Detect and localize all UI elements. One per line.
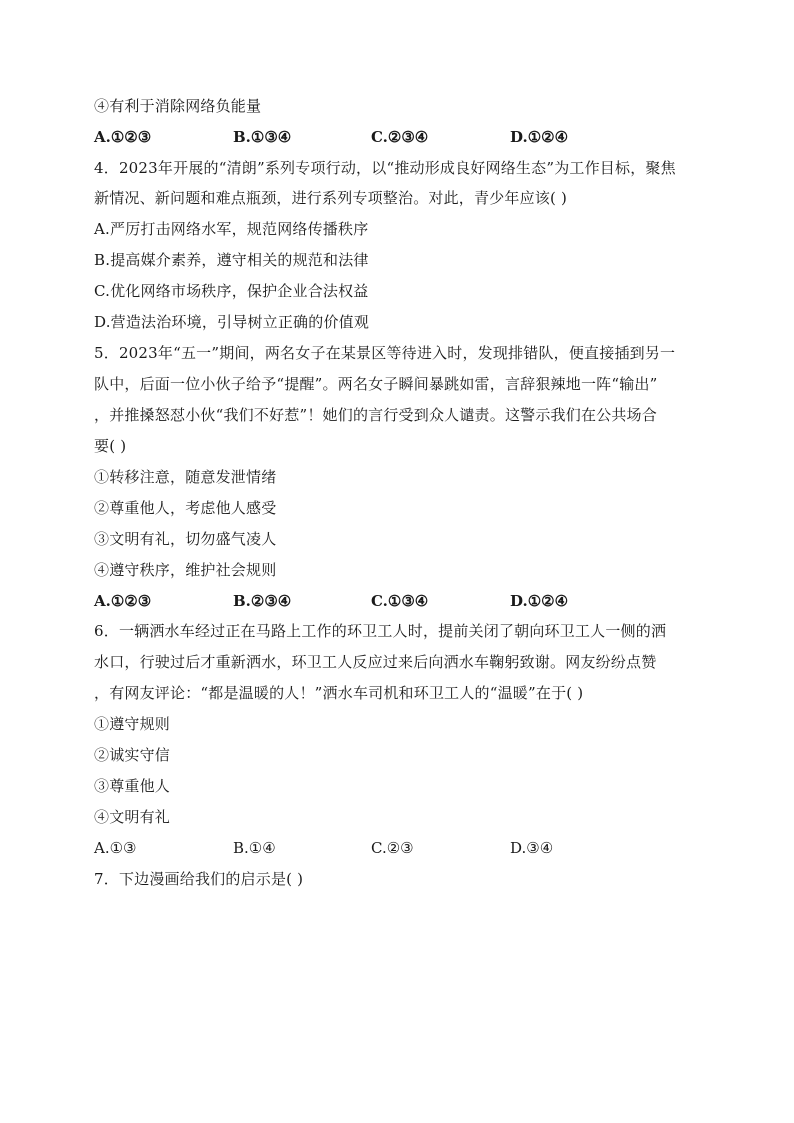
q6-option-d: D.③④ xyxy=(510,839,554,857)
q6-item-1: ①遵守规则 xyxy=(94,715,171,733)
prev-item-4: ④有利于消除网络负能量 xyxy=(94,97,262,115)
q5-stem-line-3: ，并推搡怒怼小伙“我们不好惹”！她们的言行受到众人谴责。这警示我们在公共场合 xyxy=(94,406,657,424)
prev-option-c: C.②③④ xyxy=(371,128,429,146)
q4-choice-a: A.严厉打击网络水军，规范网络传播秩序 xyxy=(94,220,369,238)
prev-option-a: A.①②③ xyxy=(94,128,152,146)
q4-stem-line-1: 4．2023年开展的“清朗”系列专项行动，以“推动形成良好网络生态”为工作目标，聚焦 xyxy=(94,159,676,177)
q4-choice-b: B.提高媒介素养，遵守相关的规范和法律 xyxy=(94,251,369,269)
q5-item-3: ③文明有礼，切勿盛气凌人 xyxy=(94,530,277,548)
q4-choice-d: D.营造法治环境，引导树立正确的价值观 xyxy=(94,313,370,331)
q4-stem-line-2: 新情况、新问题和难点瓶颈，进行系列专项整治。对此，青少年应该( ) xyxy=(94,189,568,207)
q5-item-4: ④遵守秩序，维护社会规则 xyxy=(94,561,277,579)
q6-stem-line-3: ，有网友评论：“都是温暖的人！”洒水车司机和环卫工人的“温暖”在于( ) xyxy=(94,684,584,702)
q6-item-4: ④文明有礼 xyxy=(94,808,171,826)
prev-option-d: D.①②④ xyxy=(510,128,569,146)
q7-stem: 7．下边漫画给我们的启示是( ) xyxy=(94,870,304,888)
q5-stem-line-2: 队中，后面一位小伙子给予“提醒”。两名女子瞬间暴跳如雷，言辞狠辣地一阵“输出” xyxy=(94,375,658,393)
prev-option-b: B.①③④ xyxy=(233,128,292,146)
q5-item-2: ②尊重他人，考虑他人感受 xyxy=(94,499,277,517)
q6-stem-line-2: 水口，行驶过后才重新洒水，环卫工人反应过来后向洒水车鞠躬致谢。网友纷纷点赞 xyxy=(94,653,657,671)
q6-stem-line-1: 6．一辆洒水车经过正在马路上工作的环卫工人时，提前关闭了朝向环卫工人一侧的洒 xyxy=(94,622,667,640)
q4-choice-c: C.优化网络市场秩序，保护企业合法权益 xyxy=(94,282,369,300)
q5-stem-line-1: 5．2023年“五一”期间，两名女子在某景区等待进入时，发现排错队，便直接插到另一 xyxy=(94,344,676,362)
q5-stem-line-4: 要( ) xyxy=(94,437,127,455)
q6-option-c: C.②③ xyxy=(371,839,414,857)
q5-option-d: D.①②④ xyxy=(510,592,569,610)
q6-item-2: ②诚实守信 xyxy=(94,746,171,764)
q5-option-c: C.①③④ xyxy=(371,592,429,610)
q6-option-a: A.①③ xyxy=(94,839,137,857)
q6-item-3: ③尊重他人 xyxy=(94,777,171,795)
q5-option-b: B.②③④ xyxy=(233,592,292,610)
q6-option-b: B.①④ xyxy=(233,839,276,857)
q5-item-1: ①转移注意，随意发泄情绪 xyxy=(94,468,277,486)
q5-option-a: A.①②③ xyxy=(94,592,152,610)
